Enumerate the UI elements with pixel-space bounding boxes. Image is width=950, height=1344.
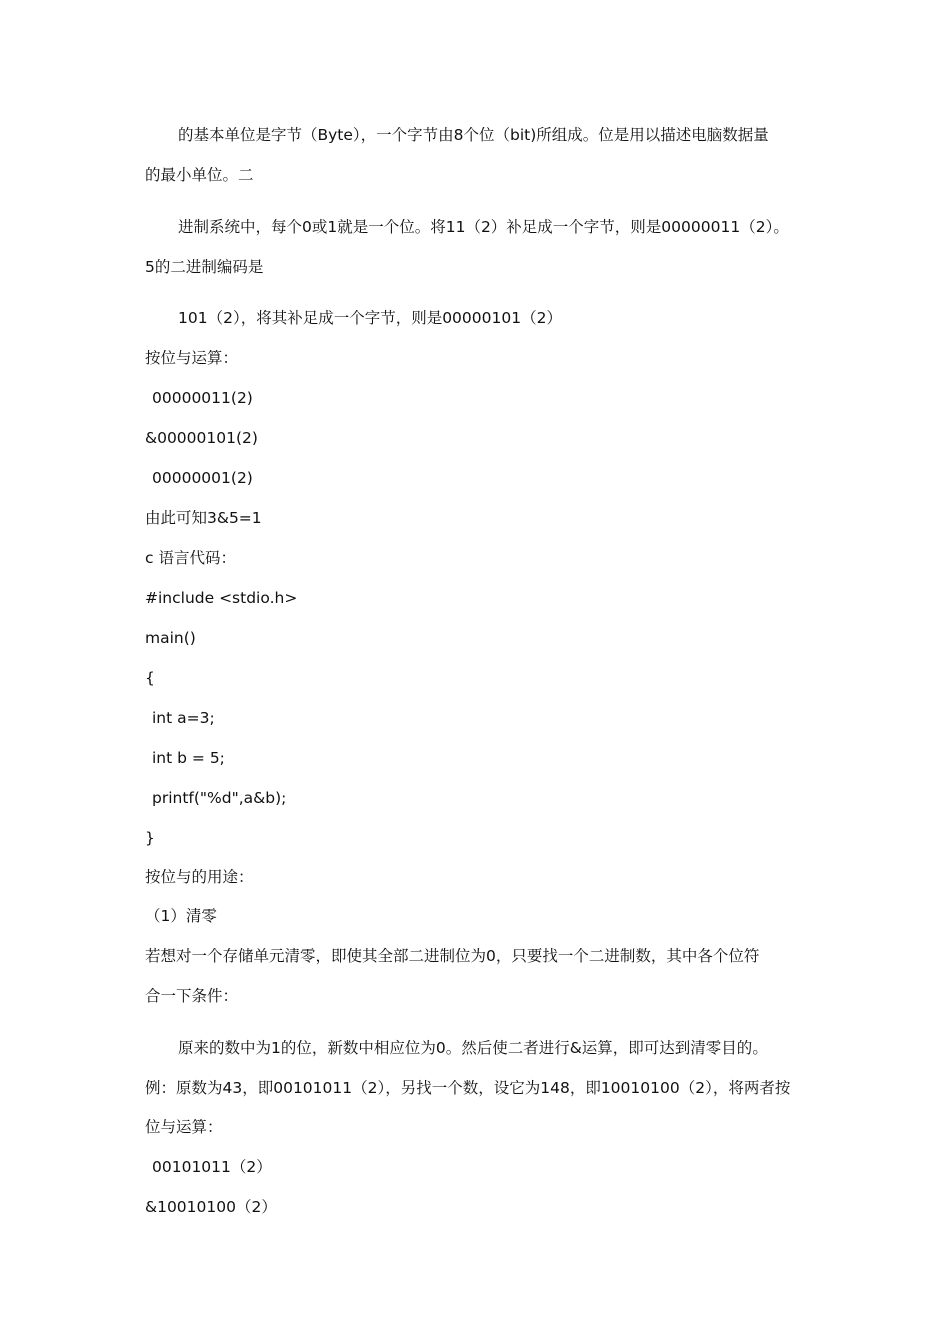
paragraph-line: （1）清零	[145, 907, 217, 925]
code-line: int a=3;	[152, 709, 215, 727]
code-line: main()	[145, 629, 196, 647]
paragraph-line: 5的二进制编码是	[145, 258, 264, 276]
paragraph-line: 若想对一个存储单元清零，即使其全部二进制位为0，只要找一个二进制数，其中各个位符	[145, 947, 760, 965]
paragraph-line: 的基本单位是字节（Byte），一个字节由8个位（bit)所组成。位是用以描述电脑数据量	[178, 126, 769, 144]
code-line: {	[145, 669, 155, 687]
code-line: printf("%d",a&b);	[152, 789, 287, 807]
binary-operand-line: &00000101(2)	[145, 429, 258, 447]
code-line: int b = 5;	[152, 749, 225, 767]
binary-operand-line: 00000011(2)	[152, 389, 253, 407]
paragraph-line: 按位与运算：	[145, 349, 239, 367]
binary-operand-line: &10010100（2）	[145, 1198, 277, 1216]
paragraph-line: 合一下条件：	[145, 987, 239, 1005]
binary-operand-line: 00101011（2）	[152, 1158, 272, 1176]
code-line: }	[145, 829, 155, 847]
paragraph-line: c 语言代码：	[145, 549, 236, 567]
paragraph-line: 的最小单位。二	[145, 166, 254, 184]
paragraph-line: 进制系统中，每个0或1就是一个位。将11（2）补足成一个字节，则是00000011（2）。	[178, 218, 789, 236]
paragraph-line: 例：原数为43，即00101011（2），另找一个数，设它为148，即10010100（2），将两者按	[145, 1079, 791, 1097]
binary-result-line: 00000001(2)	[152, 469, 253, 487]
paragraph-line: 按位与的用途：	[145, 868, 254, 886]
paragraph-line: 101（2），将其补足成一个字节，则是00000101（2）	[178, 309, 562, 327]
paragraph-line: 位与运算：	[145, 1118, 223, 1136]
code-line: #include <stdio.h>	[145, 589, 298, 607]
paragraph-line: 由此可知3&5=1	[145, 509, 262, 527]
paragraph-line: 原来的数中为1的位，新数中相应位为0。然后使二者进行&运算，即可达到清零目的。	[178, 1039, 768, 1057]
